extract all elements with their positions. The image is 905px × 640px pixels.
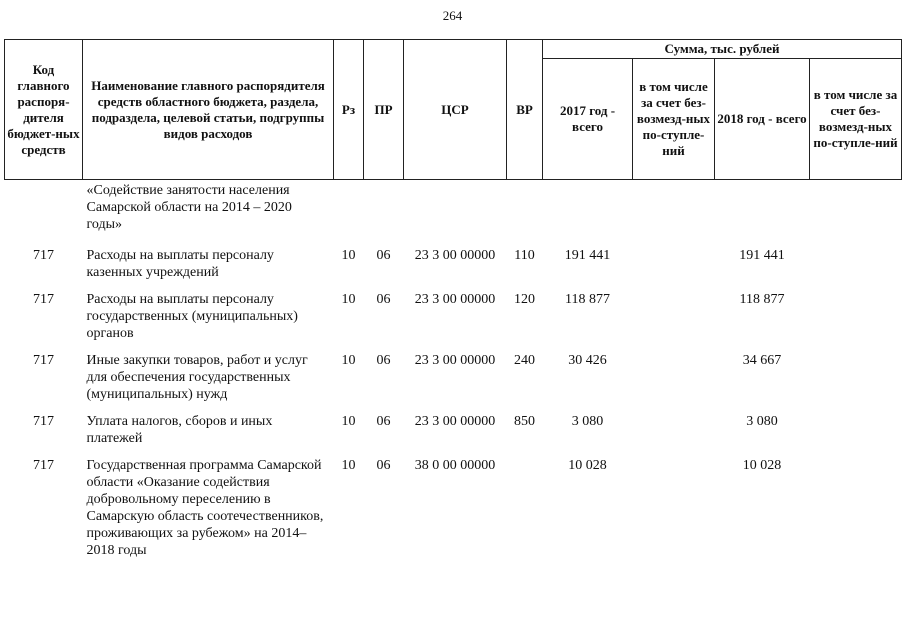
cell-2017-total: 10 028 [568, 458, 607, 473]
table-row [5, 342, 902, 403]
cell-rz: 10 [341, 458, 356, 473]
cell-2017-free [633, 342, 715, 403]
cell-name: Уплата налогов, сборов и иных платежей [86, 414, 273, 446]
cell-pr: 06 [376, 248, 391, 263]
cell-2018-free [810, 403, 902, 447]
cell-rz: 10 [341, 248, 356, 263]
cell-code: 717 [33, 292, 54, 307]
cell-vr: 850 [514, 414, 535, 429]
cell-2018-total: 191 441 [739, 248, 785, 263]
cell-2018-free [810, 281, 902, 342]
header-pr: ПР [364, 40, 404, 180]
cell-pr: 06 [376, 353, 391, 368]
cell-rz: 10 [341, 353, 356, 368]
table-row [5, 237, 902, 281]
cell-2018-free [810, 342, 902, 403]
cell-2018-total: 3 080 [746, 414, 778, 429]
cell-name: Государственная программа Самарской области «Оказание содействия добровольному переселению в Самарскую область соотечественников, проживающих за рубежом» на 2014–2018 годы [86, 458, 324, 558]
cell-name: Расходы на выплаты персоналу казенных учреждений [86, 248, 274, 280]
cell-2018-free [810, 237, 902, 281]
header-2018-total: 2018 год - всего [715, 59, 810, 180]
cell-2017-free [633, 403, 715, 447]
cell-2017-total: 191 441 [564, 248, 611, 263]
header-code: Код главного распоря-дителя бюджет-ных средств [5, 40, 83, 180]
cell-vr: 120 [514, 292, 535, 307]
header-sum: Сумма, тыс. рублей [543, 40, 902, 59]
cell-code: 717 [33, 248, 54, 263]
table-row [5, 281, 902, 342]
page-number: 264 [442, 8, 463, 23]
cell-2017-free [633, 281, 715, 342]
cell-2018-total: 34 667 [742, 353, 782, 368]
cell-rz: 10 [341, 292, 356, 307]
cell-csr: 23 3 00 00000 [414, 248, 496, 263]
cell-2017-free [633, 447, 715, 559]
header-2018-free: в том числе за счет без-возмезд-ных по-ступле-ний [810, 59, 902, 180]
cell-2018-free [810, 447, 902, 559]
cell-pr: 06 [376, 458, 391, 473]
cell-2017-total: 3 080 [571, 414, 604, 429]
table-row [5, 403, 902, 447]
cell-rz: 10 [341, 414, 356, 429]
header-csr: ЦСР [404, 40, 507, 180]
cell-name: Иные закупки товаров, работ и услуг для обеспечения государственных (муниципальных) нужд [86, 353, 308, 402]
cell-2017-total: 118 877 [565, 292, 610, 307]
cell-vr [507, 447, 543, 559]
cell-vr: 110 [514, 248, 535, 263]
cell-csr: 23 3 00 00000 [414, 292, 496, 307]
cell-2018-total: 10 028 [742, 458, 782, 473]
cell-vr: 240 [514, 353, 535, 368]
cell-2018-total: 118 877 [739, 292, 785, 307]
cell-code: 717 [33, 414, 54, 429]
cell-pr: 06 [376, 414, 391, 429]
table-row [5, 447, 902, 559]
cell-name: Расходы на выплаты персоналу государственных (муниципальных) органов [86, 292, 298, 341]
cell-csr: 38 0 00 00000 [414, 458, 496, 473]
cell-pr: 06 [376, 292, 391, 307]
cell-code: 717 [33, 353, 54, 368]
header-vr: ВР [507, 40, 543, 180]
continuation-text: «Содействие занятости населения Самарской области на 2014 – 2020 годы» [86, 183, 292, 232]
cell-csr: 23 3 00 00000 [414, 414, 496, 429]
cell-code: 717 [33, 458, 54, 473]
header-name: Наименование главного распорядителя средств областного бюджета, раздела, подраздела, целевой статьи, подгруппы видов расходов [83, 40, 334, 180]
header-rz: Рз [334, 40, 364, 180]
cell-2017-free [633, 237, 715, 281]
cell-csr: 23 3 00 00000 [414, 353, 496, 368]
header-2017-free: в том числе за счет без-возмезд-ных по-ступле-ний [633, 59, 715, 180]
header-2017-total: 2017 год - всего [543, 59, 633, 180]
cell-2017-total: 30 426 [568, 353, 607, 368]
budget-table [4, 39, 902, 559]
